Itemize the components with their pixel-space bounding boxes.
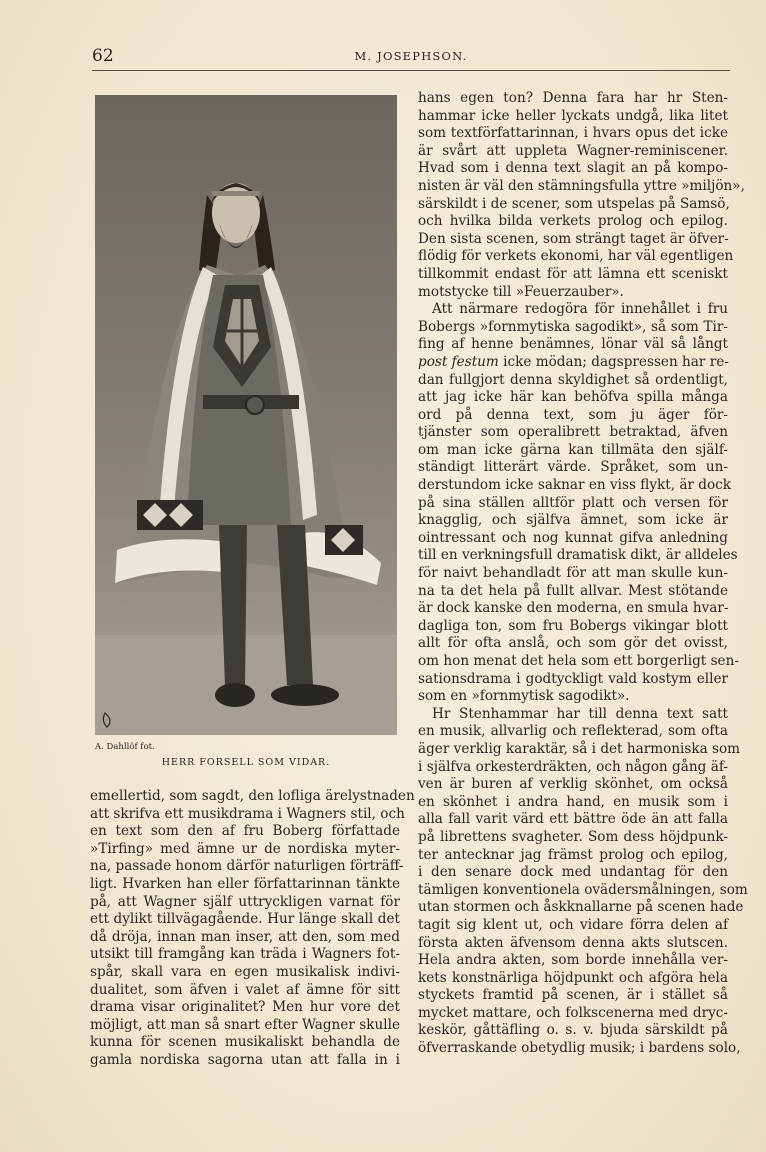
text-line: hans egen ton? Denna fara har hr Sten- xyxy=(418,90,728,106)
text-line: första akten äfvensom denna akts slutscen. xyxy=(418,934,728,951)
text-line: och hvilka bilda verkets prolog och epilog. xyxy=(418,213,728,230)
text-line: tjänster som operalibrett betraktad, äfven xyxy=(418,424,728,441)
text-line: till en verkningsfull dramatisk dikt, är alldeles xyxy=(418,547,738,564)
text-line: tillkommit endast för att lämna ett sceniskt xyxy=(418,265,728,282)
text-line: drama visar originalitet? Men hur vore det xyxy=(90,999,400,1016)
text-line: möjligt, att man så snart efter Wagner skulle xyxy=(90,1016,400,1033)
text-line: i den senare dock med undantag för den xyxy=(418,864,728,881)
text-line: dualitet, som äfven i valet af ämne för sitt xyxy=(90,981,400,998)
text-line: en skönhet i andra hand, en musik som i xyxy=(418,793,728,810)
text-line: om hon menat det hela som ett borgerligt sen- xyxy=(418,653,739,669)
text-line: spår, skall vara en egen musikalisk indivi- xyxy=(90,963,400,980)
text-line: ointressant och nog kunnat gifva anledning xyxy=(418,529,728,546)
text-line: att jag icke här kan behöfva spilla många xyxy=(418,389,728,406)
text-line: sationsdrama i godtyckligt vald kostym eller xyxy=(418,670,728,687)
costumed-singer-figure xyxy=(95,95,397,735)
text-line: Hr Stenhammar har till denna text satt xyxy=(432,705,728,722)
text-line: Hvad som i denna text slagit an på kompo- xyxy=(418,160,728,177)
text-line: »Tirfing» med ämne ur de nordiska myter- xyxy=(90,840,400,857)
text-line: särskildt i de scener, som utspelas på Samsö, xyxy=(418,195,730,212)
text-line: är svårt att uppleta Wagner-reminiscener. xyxy=(418,142,728,159)
text-line: knagglig, och själfva ämnet, som icke är xyxy=(418,512,728,529)
text-line: på sina ställen alltför platt och versen för xyxy=(418,494,728,511)
text-line: att skrifva ett musikdrama i Wagners stil, och xyxy=(90,805,405,822)
text-line: tämligen konventionela ovädersmålningen, som xyxy=(418,881,748,898)
text-line: ord på denna text, som ju äger för- xyxy=(418,406,728,423)
text-line: som en »fornmytisk sagodikt». xyxy=(418,688,630,705)
text-line: om man icke gärna kan tillmäta den själf- xyxy=(418,441,728,458)
text-line: kets konstnärliga höjdpunkt och afgöra hela xyxy=(418,969,728,986)
text-line: utan stormen och åskknallarne på scenen hade xyxy=(418,899,744,916)
text-line: som textförfattarinnan, i hvars opus det icke xyxy=(418,125,728,142)
text-line: ett dylikt tillvägagående. Hur länge skall det xyxy=(90,911,400,928)
text-line: styckets framtid på scenen, är i stället så xyxy=(418,987,728,1004)
boot-right xyxy=(271,684,339,706)
text-line: emellertid, som sagdt, den lofliga ärelystnaden xyxy=(90,788,415,804)
text-line: fing af henne benämnes, lönar väl så långt xyxy=(418,336,728,353)
text-line: på librettens svagheter. Som dess höjdpunk- xyxy=(418,828,728,845)
text-line: en text som den af fru Boberg författade xyxy=(90,823,400,840)
fur-hem-left xyxy=(115,539,235,583)
text-line-post-festum xyxy=(418,354,728,372)
page-number: 62 xyxy=(92,46,114,66)
text-line: ter antecknar jag främst prolog och epilog, xyxy=(418,846,728,863)
page-header xyxy=(92,46,730,68)
text-line: Bobergs »fornmytiska sagodikt», så som Tir- xyxy=(418,318,728,335)
text-line: motstycke till »Feuerzauber». xyxy=(418,283,624,300)
running-title: M. JOSEPHSON. xyxy=(354,49,468,63)
text-line: Den sista scenen, som strängt taget är öfver- xyxy=(418,230,729,247)
text-line: Hela andra akten, som borde innehålla ver- xyxy=(418,952,728,969)
text-line: gamla nordiska sagorna utan att falla in i xyxy=(90,1051,400,1068)
text-line: tagit sig klent ut, och vidare förra delen af xyxy=(418,916,728,933)
text-line: äger verklig karaktär, så i det harmoniska som xyxy=(418,740,741,757)
text-line: dagliga ton, som fru Bobergs vikingar blott xyxy=(418,617,728,634)
photo-title: HERR FORSELL SOM VIDAR. xyxy=(161,757,331,768)
text-line: mycket mattare, och folkscenerna med dryc- xyxy=(418,1004,728,1021)
text-line: en musik, allvarlig och reflekterad, som ofta xyxy=(418,723,728,740)
text-line: keskör, gåttäfling o. s. v. bjuda särskildt på xyxy=(418,1022,728,1039)
text-line: alla fall varit värd ett bättre öde än att falla xyxy=(418,811,728,828)
text-line: Att närmare redogöra för innehållet i fru xyxy=(432,301,728,318)
text-line: kunna för scenen musikaliskt behandla de xyxy=(90,1034,400,1051)
text-line: flödig för verkets ekonomi, har väl egentligen xyxy=(418,248,734,265)
text-line: dan fullgjort denna skyldighet så ordentligt, xyxy=(418,371,728,388)
portrait-photograph xyxy=(95,95,397,735)
text-line: ligt. Hvarken han eller författarinnan tänkte xyxy=(90,875,400,892)
text-line: ständigt litterärt värde. Språket, som un- xyxy=(418,459,728,476)
text-line: ven är buren af verklig skönhet, om också xyxy=(418,776,728,793)
text-line: då dröja, innan man inser, att den, som med xyxy=(90,928,400,945)
italic-phrase: post festum xyxy=(418,353,499,370)
text-line: allt för ofta anslå, och som gör det ovisst, xyxy=(418,635,728,652)
text-line: na ta det hela på fullt allvar. Mest stötande xyxy=(418,582,728,599)
header-rule xyxy=(92,70,730,71)
text-line: på, att Wagner själf uttryckligen varnat för xyxy=(90,893,400,910)
text-line: i själfva orkesterdräkten, och någon gång äf- xyxy=(418,758,728,775)
text-line: na, passade honom därför naturligen förträff- xyxy=(90,858,404,875)
text-line: hammar icke heller lyckats undgå, lika litet xyxy=(418,107,728,124)
text-line: derstundom icke saknar en viss flykt, är dock xyxy=(418,477,732,494)
boot-left xyxy=(215,683,255,707)
left-column xyxy=(90,788,415,1070)
text-line: nisten är väl den stämningsfulla yttre »miljön», xyxy=(418,177,745,194)
text-line: utsikt till framgång kan träda i Wagners fot- xyxy=(90,946,400,963)
right-column xyxy=(418,90,748,1058)
text-line: öfverraskande obetydlig musik; i bardens solo, xyxy=(418,1040,741,1057)
headband xyxy=(212,191,260,196)
text-line: för naivt behandladt för att man skulle kun- xyxy=(418,565,728,582)
text-fragment: icke mödan; dagspressen har re- xyxy=(503,353,729,370)
text-line: är dock kanske den moderna, en smula hvar- xyxy=(418,600,729,617)
photo-credit: A. Dahllöf fot. xyxy=(95,742,155,752)
